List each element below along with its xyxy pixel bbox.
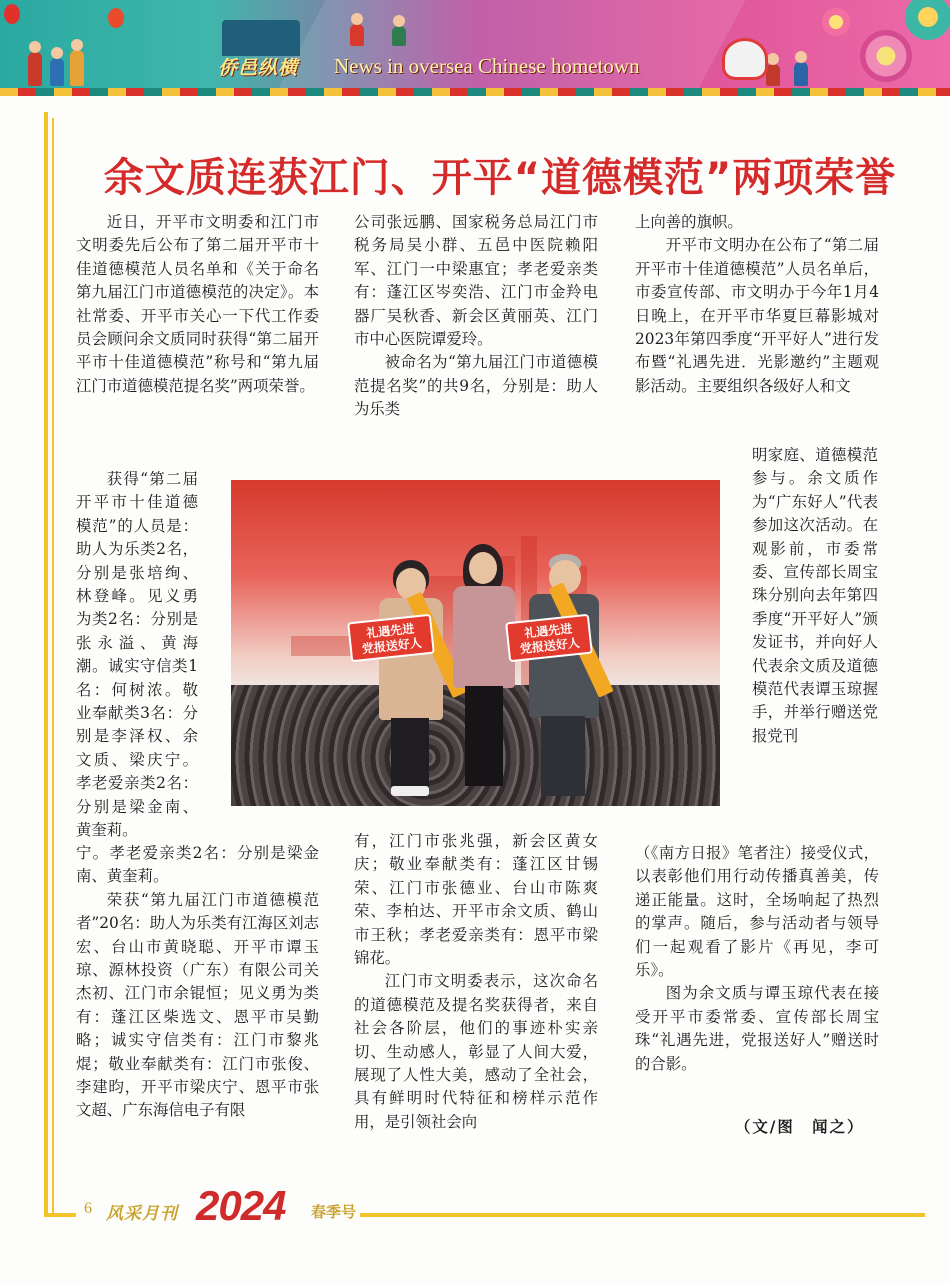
paragraph-continued: 有，江门市张兆强，新会区黄女庆；敬业奉献类有：蓬江区甘锡荣、江门市张德业、台山市陈爽荣、李柏达、开平市余文质、鹤山市王秋；孝老爱亲类有：恩平市梁锦花。 [354,832,598,968]
section-title-en: News in oversea Chinese hometown [334,54,640,78]
sign-text: 党报送好人 [361,635,423,657]
header-banner [0,0,950,96]
column-3-top [635,211,879,398]
paragraph: 图为余文质与谭玉琼代表在接受开平市委常委、宣传部长周宝珠“礼遇先进，党报送好人”赠送时的合影。 [635,984,879,1073]
column-3-bottom [635,842,879,1076]
column-3-wrap [752,444,878,748]
article-title: 余文质连获江门、开平“道德模范”两项荣誉 [103,155,897,201]
frame-line [44,1213,76,1217]
column-1-bottom [76,842,319,1123]
lantern-icon [108,8,124,28]
sign-text: 党报送好人 [519,635,581,657]
lion-dance-decoration [722,38,768,80]
author-signature: （文/图 闻之） [735,1118,865,1136]
paragraph-continued: 上向善的旗帜。 [635,213,743,231]
column-1-wrap [76,468,198,842]
article-photo [231,480,720,806]
paragraph: 开平市文明办在公布了“第二届开平市十佳道德模范”人员名单后，市委宣传部、市文明办于今年1月4日晚上，在开平市华夏巨幕影城对2023年第四季度“开平好人”进行发布暨“礼遇先进．光影邀约”主题观影活动。主要组织各级好人和文 [635,236,879,395]
paragraph: 江门市文明委表示，这次命名的道德模范及提名奖获得者，来自社会各阶层，他们的事迹朴实亲切、生动感人，彰显了人间大爱，展现了人性大美，感动了全社会，具有鲜明时代特征和榜样示范作用，是引领社会向 [354,972,598,1131]
person-middle [449,544,519,806]
figure-decoration [28,52,42,86]
frame-line [44,112,48,1217]
paragraph: 近日，开平市文明委和江门市文明委先后公布了第二届开平市十佳道德模范人员名单和《关于命名第九届江门市道德模范的决定》。本社常委、开平市关心一下代工作委员会顾问余文质同时获得“第二届开平市十佳道德模范”称号和“第九届江门市道德模范提名奖”两项荣誉。 [76,213,319,395]
figure-decoration [350,24,364,46]
pavilion-decoration [222,20,300,56]
figure-decoration [766,64,780,86]
banner-decoration [274,0,745,96]
section-title-cn: 侨邑纵横 [218,57,299,79]
paragraph: 被命名为“第九届江门市道德模范提名奖”的共9名，分别是：助人为乐类 [354,353,598,419]
figure-decoration [794,62,808,86]
banner-stripe [0,88,950,96]
issue-season: 春季号 [311,1203,357,1221]
paragraph: 荣获“第九届江门市道德模范者”20名：助人为乐类有江海区刘志宏、台山市黄晓聪、开平市谭玉琼、源林投资（广东）有限公司关杰初、江门市余锟恒；见义勇为类有：蓬江区柴选文、恩平市吴勤略；诚实守信类有：江门市黎兆焜；敬业奉献类有：江门市张俊、李建昀，开平市梁庆宁、恩平市张文超、广东海信电子有限 [76,890,319,1120]
sign-text: 礼遇先进 [523,621,573,641]
frame-line [360,1213,925,1217]
paragraph-continued: 明家庭、道德模范参与。余文质作为“广东好人”代表参加这次活动。在观影前，市委常委、宣传部长周宝珠分别向去年第四季度“开平好人”颁发证书，并向好人代表余文质及道德模范代表谭玉琼握手，并举行赠送党报党刊 [752,446,878,745]
issue-year: 2024 [196,1182,286,1229]
paragraph-continued: 公司张远鹏、国家税务总局江门市税务局吴小群、五邑中医院赖阳军、江门一中梁惠宜；孝老爱亲类有：蓬江区岑奕浩、江门市金羚电器厂吴秋香、新会区黄丽英、江门市中心医院谭爱玲。 [354,213,598,349]
magazine-name: 风采月刊 [106,1204,178,1224]
page-number: 6 [84,1200,92,1217]
figure-decoration [392,26,406,46]
figure-decoration [50,58,64,86]
column-1-top [76,211,319,398]
lantern-icon [4,4,20,24]
paragraph-continued: 宁。孝老爱亲类2名：分别是梁金南、黄奎莉。 [76,844,319,886]
flower-decoration [860,30,912,82]
figure-decoration [70,50,84,86]
paragraph: 获得“第二届开平市十佳道德模范”的人员是：助人为乐类2名，分别是张培绚、林登峰。见义勇为类2名：分别是张永溢、黄海潮。诚实守信类1名：何树浓。敬业奉献类3名：分别是李泽权、余文质、梁庆宁。孝老爱亲类2名：分别是梁金南、黄奎莉。 [76,470,198,840]
column-2-bottom [354,830,598,1134]
sign-text: 礼遇先进 [365,621,415,641]
paragraph-continued: （《南方日报》笔者注）接受仪式，以表彰他们用行动传播真善美，传递正能量。这时，全场响起了热烈的掌声。随后，参与活动者与领导们一起观看了影片《再见，李可乐》。 [635,844,879,980]
flower-decoration [822,8,850,36]
column-2-top [354,211,598,422]
flower-decoration [905,0,950,40]
frame-line [52,118,54,1215]
